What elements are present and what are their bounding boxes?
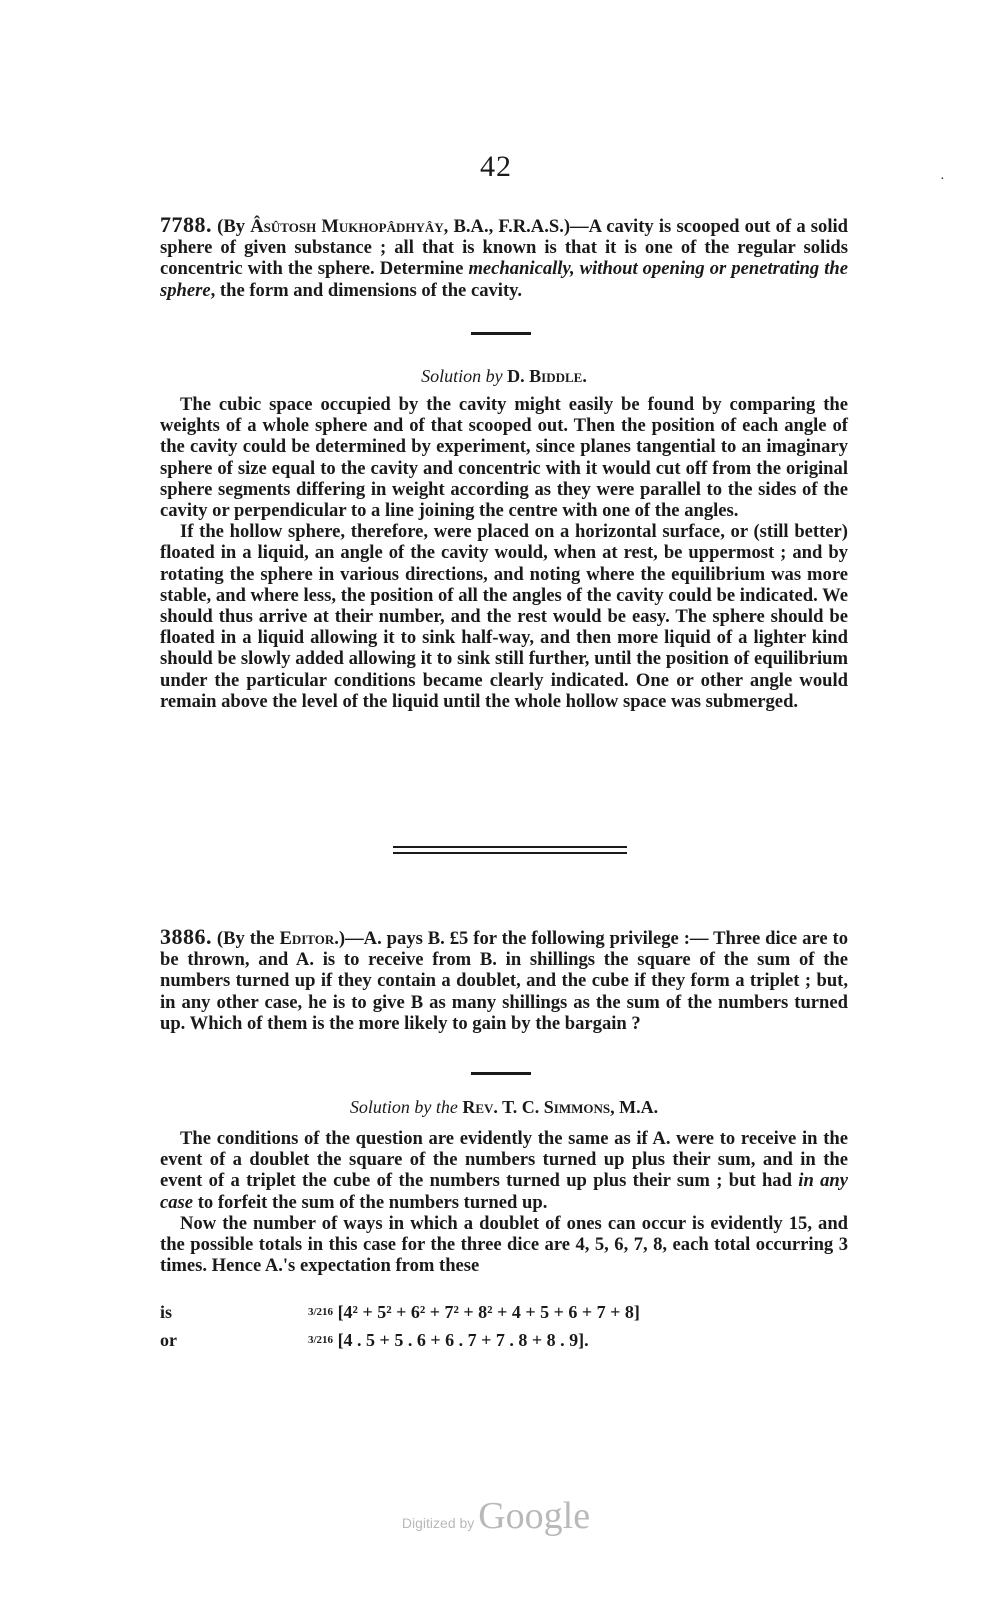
solution-heading-italic: Solution by bbox=[421, 366, 503, 386]
italic-phrase: mechanically, without opening or penetrating the sphere bbox=[160, 258, 848, 301]
solution-paragraph: If the hollow sphere, therefore, were placed on a horizontal surface, or (still better) floated in a liquid, an angle of the cavity would, when at rest, be uppermost ; and by rotating the sphere in various directions, and noting where the equilibrium was more stable, and where less, the position of all the angles of the cavity could be indicated. We should thus arrive at their number, and the rest would be easy. The sphere should be floated in a liquid allowing it to sink half-way, and then more liquid of a lighter kind should be slowly added allowing it to sink still further, until the position of equilibrium under the particular conditions became clearly indicated. One or other angle would remain above the level of the liquid until the whole hollow space was submerged. bbox=[160, 521, 848, 712]
italic-phrase: in any case bbox=[160, 1170, 849, 1213]
short-rule bbox=[471, 1072, 531, 1075]
problem-text: , B.A., F.R.A.S.)—A cavity is scooped out of a solid sphere of given substance ; all that is known is that it is one of the regular solids concentric with the sphere. Determine bbox=[160, 216, 849, 280]
problem-number: 3886. bbox=[160, 924, 212, 949]
solution-heading bbox=[160, 1097, 848, 1118]
equation bbox=[308, 1302, 640, 1323]
solution-author: D. Biddle. bbox=[502, 366, 587, 386]
watermark-prefix: Digitized by bbox=[401, 1515, 479, 1531]
solution-heading bbox=[160, 366, 848, 387]
problem-number: 7788. bbox=[160, 212, 212, 237]
equation-expression: [4² + 5² + 6² + 7² + 8² + 4 + 5 + 6 + 7 + 8] bbox=[333, 1302, 640, 1322]
digitized-watermark bbox=[0, 1494, 992, 1538]
problem-text: )—A. pays B. £5 for the following privilege :— Three dice are to be thrown, and A. is to receive from B. in shillings the square of the sum of the numbers turned up if they contain a doublet, and the cube if they form a triplet ; but, in any other case, he is to give B as many shillings as the sum of the numbers turned up. Which of them is the more likely to gain by the bargain ? bbox=[160, 928, 848, 1034]
equation bbox=[308, 1330, 589, 1351]
problem-3886 bbox=[160, 926, 848, 1034]
author-open: (By bbox=[212, 216, 251, 237]
fraction-coefficient: 3/216 bbox=[308, 1334, 334, 1346]
stray-mark: · bbox=[940, 172, 945, 187]
solution-author: Rev. T. C. Simmons, M.A. bbox=[457, 1097, 659, 1117]
equation-label: is bbox=[160, 1302, 173, 1322]
page-number: 42 bbox=[480, 150, 512, 183]
solution-paragraph: Now the number of ways in which a doublet of ones can occur is evidently 15, and the possible totals in this case for the three dice are 4, 5, 6, 7, 8, each total occurring 3 times. Hence A.'s expectation from these bbox=[160, 1212, 848, 1277]
double-rule-top bbox=[393, 846, 627, 848]
paragraph-text: to forfeit the sum of the numbers turned up. bbox=[193, 1191, 548, 1213]
solution-7788-body bbox=[160, 394, 848, 712]
equation-expression: [4 . 5 + 5 . 6 + 6 . 7 + 7 . 8 + 8 . 9]. bbox=[333, 1330, 589, 1350]
problem-7788 bbox=[160, 214, 848, 301]
author-open: (By the bbox=[212, 928, 280, 949]
solution-3886-body bbox=[160, 1128, 848, 1276]
double-rule-bottom bbox=[393, 852, 627, 854]
solution-heading-italic: Solution by the bbox=[349, 1097, 458, 1117]
equation-label: or bbox=[160, 1330, 177, 1350]
author-name: Editor. bbox=[279, 928, 339, 949]
solution-paragraph: The cubic space occupied by the cavity might easily be found by comparing the weights of a whole sphere and of that scooped out. Then the position of each angle of the cavity could be determined by experiment, since planes tangential to an imaginary sphere of size equal to the cavity and concentric with it would cut off from the original sphere segments differing in weight according as they were parallel to the sides of the cavity or perpendicular to a line joining the centre with one of the angles. bbox=[160, 394, 848, 522]
fraction-coefficient: 3/216 bbox=[308, 1306, 334, 1318]
google-logo: Google bbox=[478, 1495, 591, 1537]
short-rule bbox=[471, 332, 531, 335]
paragraph-text: The conditions of the question are evidently the same as if A. were to receive in the event of a doublet the square of the numbers turned up plus their sum, and in the event of a triplet the cube of the numbers turned up plus their sum ; but had bbox=[160, 1128, 848, 1192]
solution-paragraph bbox=[160, 1128, 848, 1213]
author-name: Âsûtosh Mukhopâdhyây bbox=[250, 216, 444, 237]
problem-text-end: , the form and dimensions of the cavity. bbox=[210, 279, 523, 301]
